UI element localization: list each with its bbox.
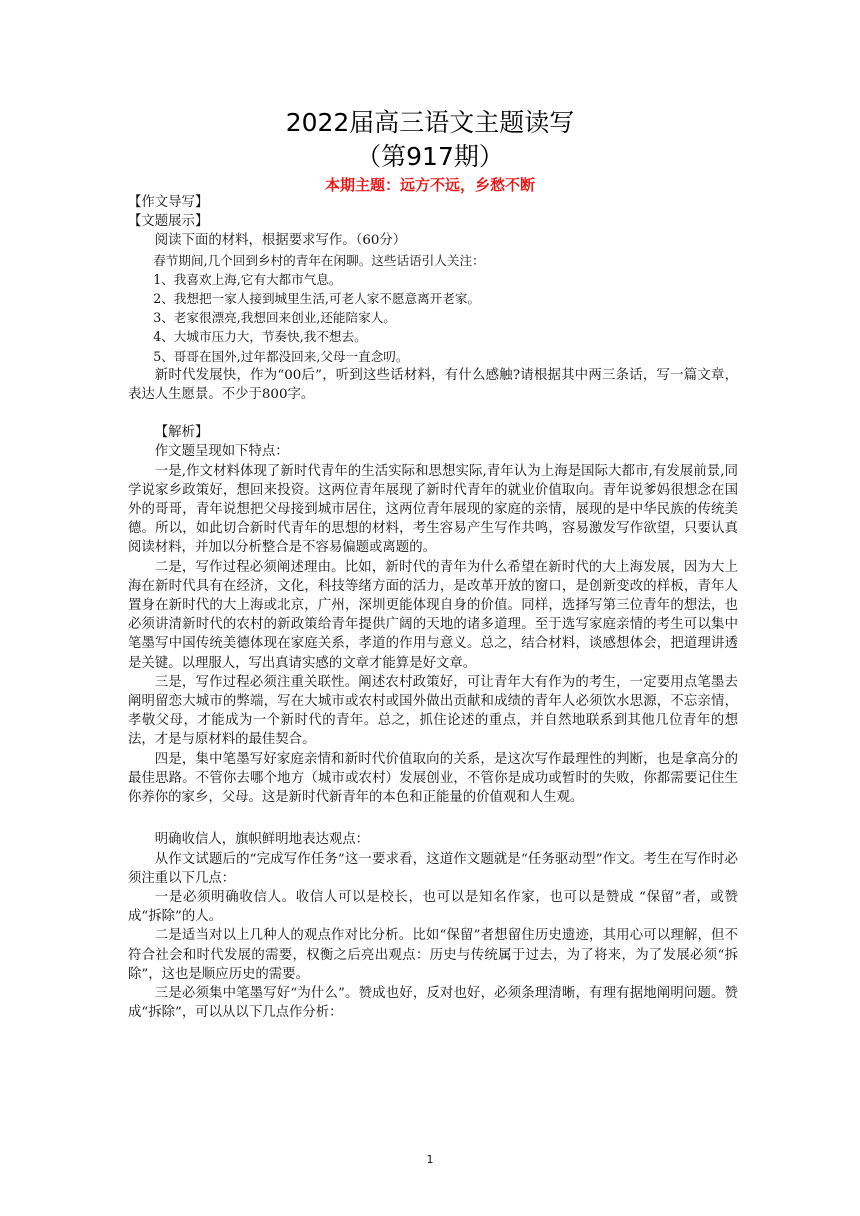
prompt-item: 2、我想把一家人接到城里生活,可老人家不愿意离开老家。 <box>153 291 481 307</box>
prompt-intro: 阅读下面的材料，根据要求写作。（60分） <box>154 233 407 249</box>
section-heading-prompt: 【文题展示】 <box>128 214 209 230</box>
spacer <box>128 807 738 830</box>
analysis-paragraph: 二是，写作过程必须阐述理由。比如，新时代的青年为什么希望在新时代的大上海发展，因为大上海在新时代具有在经济，文化，科技等绪方面的活力，是改革开放的窗口，是创新变改的样板，青年人置身在新时代的大上海或北京，广州，深圳更能体现自身的价值。同样，选择写第三位青年的想法，也必须讲清新时代的农村的新政策给青年提供广阔的天地的诸多道理。至于选写家庭亲情的考生可以集中笔墨写中国传统美德体现在家庭关系，孝道的作用与意义。总之，结合材料，谈感想体会，把道理讲透是关键。以理服人，写出真请实感的文章才能算是好文章。 <box>128 559 738 671</box>
second-paragraph: 二是适当对以上几种人的观点作对比分析。比如“保留”者想留住历史遗迹，其用心可以理解，但不符合社会和时代发展的需要，权衡之后亮出观点：历史与传统属于过去，为了将来，为了发展必须“拆除”，这也是顺应历史的需要。 <box>128 928 738 982</box>
section-heading-guide: 【作文导写】 <box>128 195 209 210</box>
prompt-task: 新时代发展快，作为“00后”，听到这些话材料，有什么感触?请根据其中两三条话，写一篇文章，表达人生愿景。不少于800字。 <box>128 367 738 403</box>
analysis-paragraph: 一是,作文材料体现了新时代青年的生活实际和思想实际,青年认为上海是国际大都市,有发展前景,同学说家乡政策好，想回来投资。这两位青年展现了新时代青年的就业价值取向。青年说爹妈很想念在国外的哥哥，青年说想把父母接到城市居住，这两位青年展现的家庭的亲情，展现的是中华民族的传统美德。所以，如此切合新时代青年的思想的材料，考生容易产生写作共鸣，容易激发写作欲望，只要认真阅读材料，并加以分析整合是不容易偏题或离题的。 <box>128 463 738 556</box>
analysis-paragraph: 三是，写作过程必须注重关联性。阐述农村政策好，可让青年大有作为的考生，一定要用点笔墨去阐明留恋大城市的弊端，写在大城市或农村或国外做出贡献和成绩的青年人必须饮水思源，不忘亲情，孝敬父母，才能成为一个新时代的青年。总之，抓住论述的重点，并自然地联系到其他几位青年的想法，才是与原材料的最佳契合。 <box>128 674 738 748</box>
second-paragraph: 一是必须明确收信人。收信人可以是校长，也可以是知名作家，也可以是赞成 “保留”者，或赞成“拆除”的人。 <box>128 889 738 925</box>
prompt-item: 5、哥哥在国外,过年都没回来,父母一直念叨。 <box>153 348 409 364</box>
prompt-scene: 春节期间,几个回到乡村的青年在闲聊。这些话语引人关注： <box>153 252 485 268</box>
second-paragraph: 三是必须集中笔墨写好“为什么”。赞成也好，反对也好，必须条理清晰，有理有据地阐明问题。赞成“拆除”，可以从以下几点作分析： <box>128 985 738 1021</box>
prompt-item: 4、大城市压力大，节奏快,我不想去。 <box>153 329 367 345</box>
analysis-paragraph: 四是，集中笔墨写好家庭亲情和新时代价值取向的关系，是这次写作最理性的判断，也是拿高分的最佳思路。不管你去哪个地方（城市或农村）发展创业，不管你是成功或暂时的失败，你都需要记住生你养你的家乡，父母。这是新时代新青年的本色和正能量的价值观和人生观。 <box>128 751 738 806</box>
issue-number: （第917期） <box>356 142 504 171</box>
document-title: 2022届高三语文主题读写 <box>285 108 575 137</box>
prompt-item: 3、老家很漂亮,我想回来创业,还能陪家人。 <box>153 310 396 326</box>
second-paragraph: 从作文试题后的“完成写作任务”这一要求看，这道作文题就是“任务驱动型”作文。考生在写作时必须注重以下几点： <box>128 851 738 886</box>
page-number: 1 <box>426 1153 434 1166</box>
document-body <box>128 193 738 1022</box>
analysis-lead: 作文题呈现如下特点： <box>154 444 289 460</box>
spacer <box>128 404 738 423</box>
section-heading-analysis: 【解析】 <box>154 425 209 441</box>
prompt-item: 1、我喜欢上海,它有大都市气息。 <box>153 271 342 287</box>
issue-theme: 本期主题：远方不远，乡愁不断 <box>324 176 535 194</box>
second-heading: 明确收信人，旗帜鲜明地表达观点： <box>154 832 370 848</box>
